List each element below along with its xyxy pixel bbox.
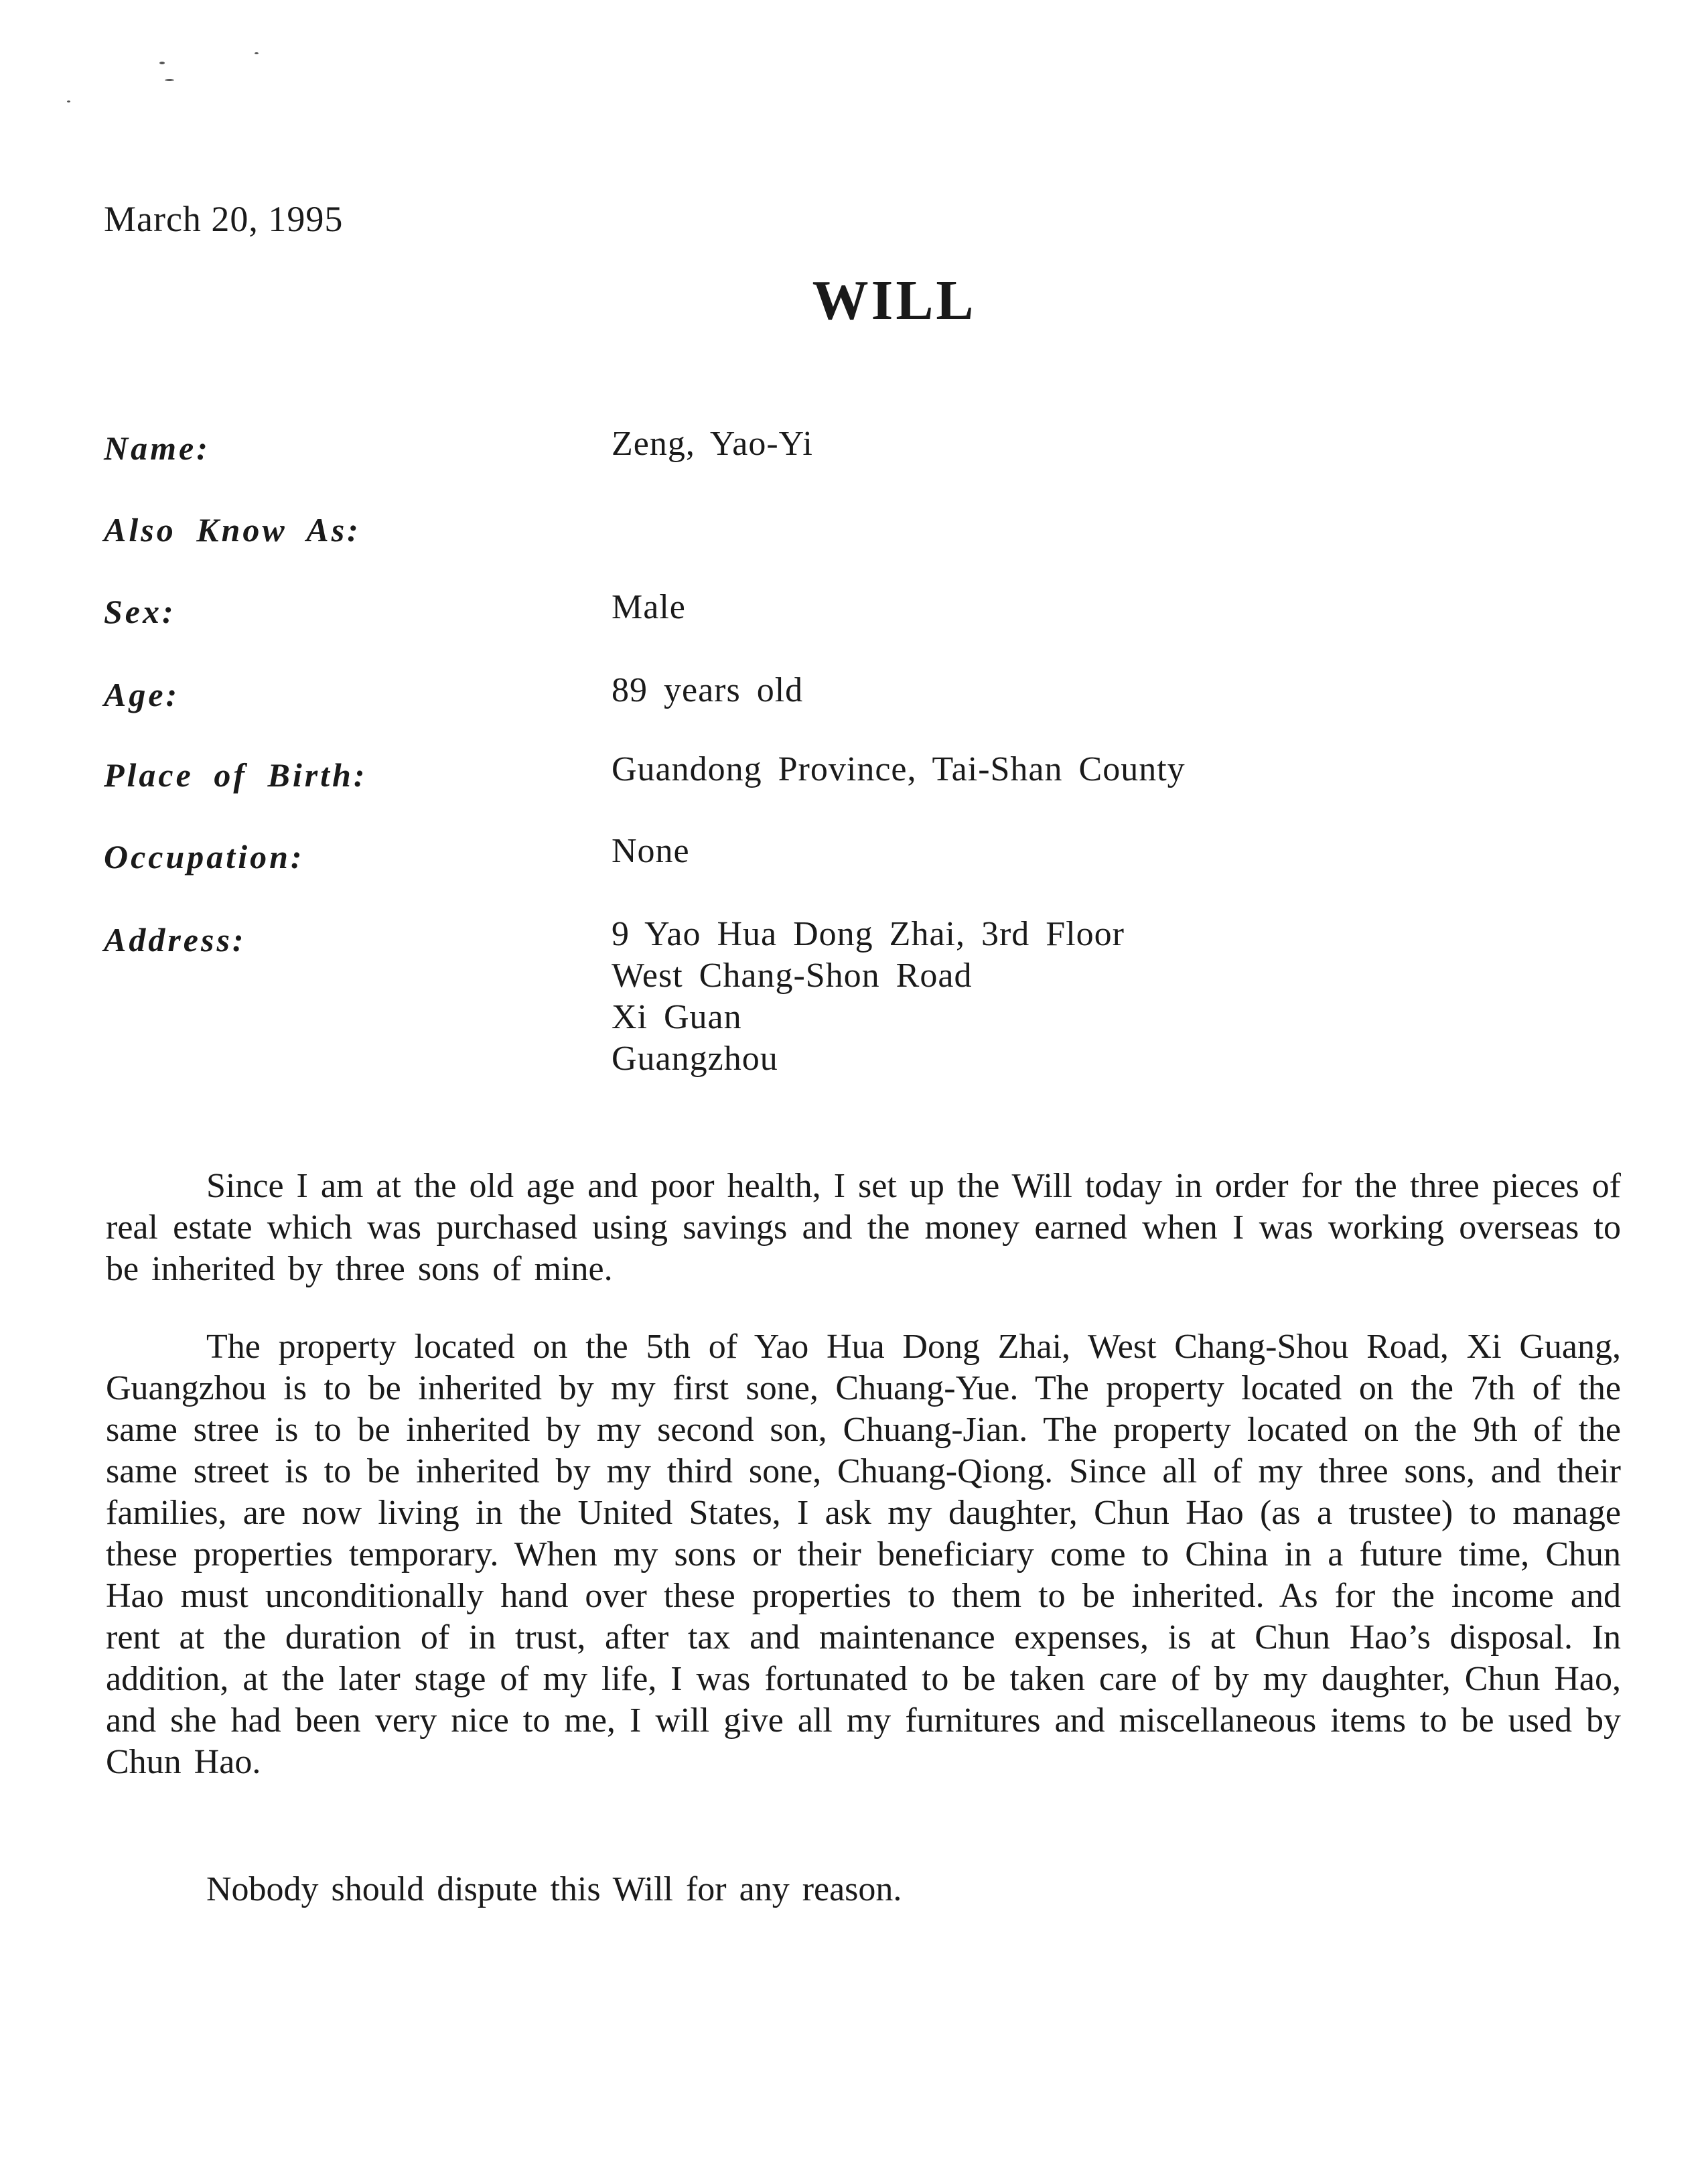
occupation-value: None [612,832,690,870]
address-value [612,914,1125,1080]
address-line: West Chang-Shon Road [612,957,973,995]
place-of-birth-label: Place of Birth: [104,756,368,794]
sex-value: Male [612,588,686,626]
age-label: Age: [104,676,180,713]
sex-label: Sex: [104,593,176,630]
address-label: Address: [104,921,246,959]
paragraph-text: Since I am at the old age and poor health, I set up the Will today in order for the three pieces of real estate which was purchased using savings and the money earned when I was working overseas to be inherited by three sons of mine. [106,1167,1621,1288]
document-date: March 20, 1995 [104,199,344,239]
occupation-label: Occupation: [104,838,305,875]
scan-speck [159,62,165,64]
address-line: Xi Guan [612,998,742,1036]
paragraph-text: The property located on the 5th of Yao Hua Dong Zhai, West Chang-Shou Road, Xi Guang, Guangzhou is to be inherited by my first sone, Chuang-Yue. The property located on the 7th of the same stree is to be inherited by my second son, Chuang-Jian. The property located on the 9th of the same street is to be inherited by my third sone, Chuang-Qiong. Since all of my three sons, and their families, are now living in the United States, I ask my daughter, Chun Hao (as a trustee) to manage these properties temporary. When my sons or their beneficiary come to China in a future time, Chun Hao must unconditionally hand over these properties to them to be inherited. As for the income and rent at the duration of in trust, after tax and maintenance expenses, is at Chun Hao’s disposal. In addition, at the later stage of my life, I was fortunated to be taken care of by my daughter, Chun Hao, and she had been very nice to me, I will give all my furnitures and miscellaneous items to be used by Chun Hao. [106,1328,1621,1781]
name-value: Zeng, Yao-Yi [612,425,813,463]
scan-speck [165,79,174,81]
paragraph-text: Nobody should dispute this Will for any reason. [206,1870,902,1908]
aka-label: Also Know As: [104,511,361,549]
address-line: 9 Yao Hua Dong Zhai, 3rd Floor [612,915,1125,953]
scan-speck [255,52,259,54]
document-title: WILL [812,269,977,332]
body-paragraph-3 [106,1869,1621,1910]
age-value: 89 years old [612,671,804,709]
place-of-birth-value: Guandong Province, Tai-Shan County [612,750,1186,788]
body-paragraph-2 [106,1326,1621,1783]
name-label: Name: [104,429,210,467]
address-line: Guangzhou [612,1040,778,1078]
body-paragraph-1 [106,1166,1621,1290]
scan-speck [67,100,70,102]
